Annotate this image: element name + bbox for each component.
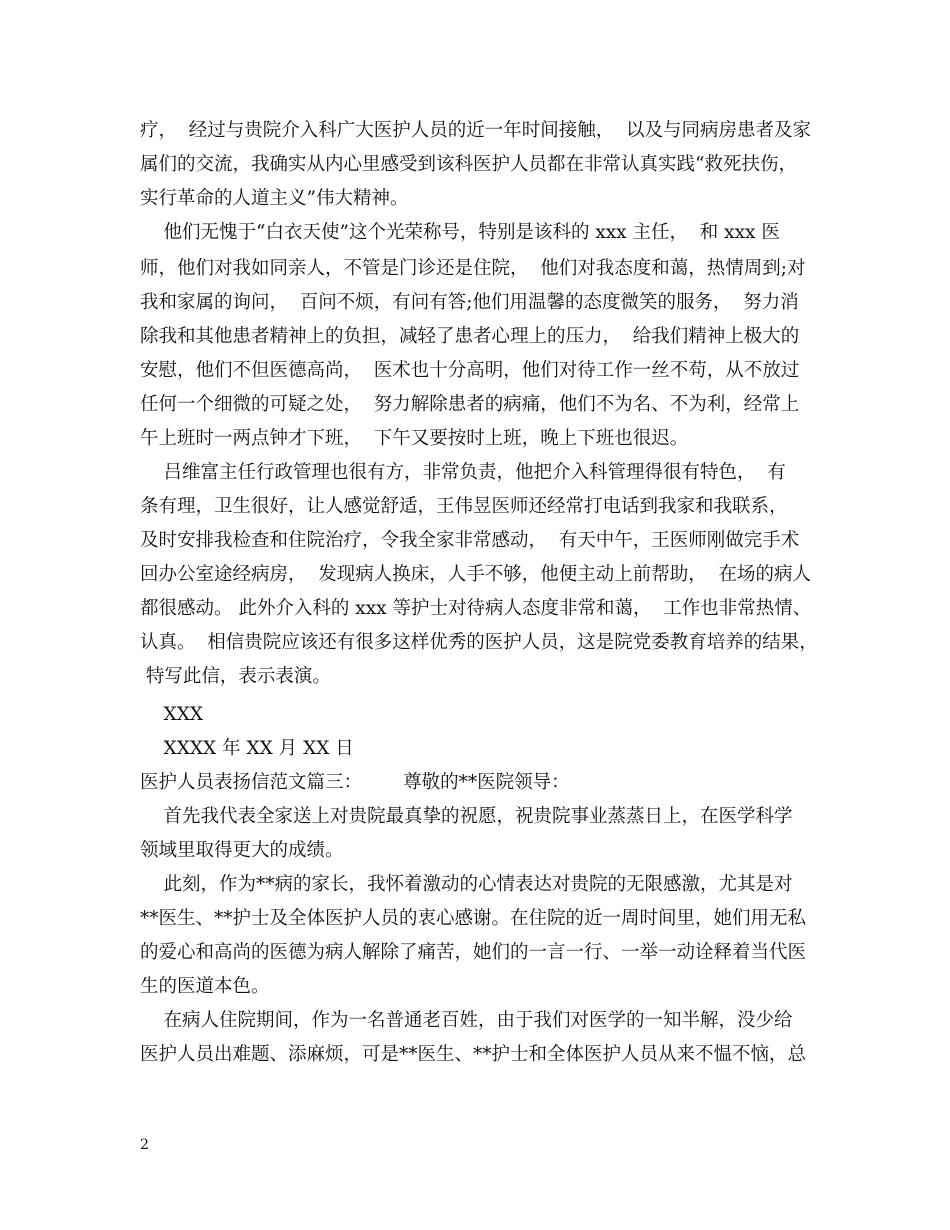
text-line: 他们无愧于“白衣天使”这个光荣称号，特别是该科的 xxx 主任， 和 xxx 医 [140, 222, 780, 243]
text-line: **医生、**护士及全体医护人员的衷心感谢。在住院的近一周时间里，她们用无私 [140, 908, 807, 929]
text-line: 在病人住院期间，作为一名普通老百姓，由于我们对医学的一知半解，没少给 [140, 1010, 793, 1031]
text-line: 特写此信，表示表演。 [140, 666, 331, 687]
text-line: XXX [140, 704, 204, 725]
text-line: 生的医道本色。 [140, 976, 270, 997]
text-line: 首先我代表全家送上对贵院最真挚的祝愿，祝贵院事业蒸蒸日上，在医学科学 [140, 806, 793, 827]
text-line: 都很感动。 此外介入科的 xxx 等护士对待病人态度非常和蔼， 工作也非常热情、 [140, 598, 812, 619]
text-line: 我和家属的询问， 百问不烦，有问有答;他们用温馨的态度微笑的服务， 努力消 [140, 292, 799, 313]
text-line: 此刻，作为**病的家长，我怀着激动的心情表达对贵院的无限感激，尤其是对 [140, 874, 793, 895]
page-number: 2 [140, 1137, 149, 1153]
text-line: 认真。 相信贵院应该还有很多这样优秀的医护人员，这是院党委教育培养的结果， [140, 632, 818, 653]
text-line: 回办公室途经病房， 发现病人换床，人手不够，他便主动上前帮助， 在场的病人 [140, 564, 812, 585]
text-line: 午上班时一两点钟才下班， 下午又要按时上班，晚上下班也很迟。 [140, 428, 689, 449]
text-line: 属们的交流，我确实从内心里感受到该科医护人员都在非常认真实践“救死扶伤， [140, 154, 797, 175]
text-line: 安慰，他们不但医德高尚， 医术也十分高明，他们对待工作一丝不苟，从不放过 [140, 360, 800, 381]
text-line: 吕维富主任行政管理也很有方，非常负责，他把介入科管理得很有特色， 有 [140, 462, 786, 483]
text-line: 领域里取得更大的成绩。 [140, 840, 344, 861]
text-line: 条有理，卫生很好，让人感觉舒适，王伟昱医师还经常打电话到我家和我联系， [140, 496, 788, 517]
text-line: 的爱心和高尚的医德为病人解除了痛苦，她们的一言一行、一举一动诠释着当代医 [140, 942, 807, 963]
text-line: 师，他们对我如同亲人，不管是门诊还是住院， 他们对我态度和蔼，热情周到;对 [140, 258, 806, 279]
text-line: 医护人员表扬信范文篇三： 尊敬的**医院领导： [140, 772, 570, 793]
text-line: 医护人员出难题、添麻烦，可是**医生、**护士和全体医护人员从来不愠不恼，总 [140, 1044, 807, 1065]
text-line: 除我和其他患者精神上的负担，减轻了患者心理上的压力， 给我们精神上极大的 [140, 326, 800, 347]
text-line: XXXX 年 XX 月 XX 日 [140, 738, 354, 759]
text-line: 实行革命的人道主义”伟大精神。 [140, 188, 409, 209]
text-line: 疗， 经过与贵院介入科广大医护人员的近一年时间接触， 以及与同病房患者及家 [140, 120, 812, 141]
text-line: 及时安排我检查和住院治疗，令我全家非常感动， 有天中午，王医师刚做完手术 [140, 530, 800, 551]
text-line: 任何一个细微的可疑之处， 努力解除患者的病痛，他们不为名、不为利，经常上 [140, 394, 800, 415]
